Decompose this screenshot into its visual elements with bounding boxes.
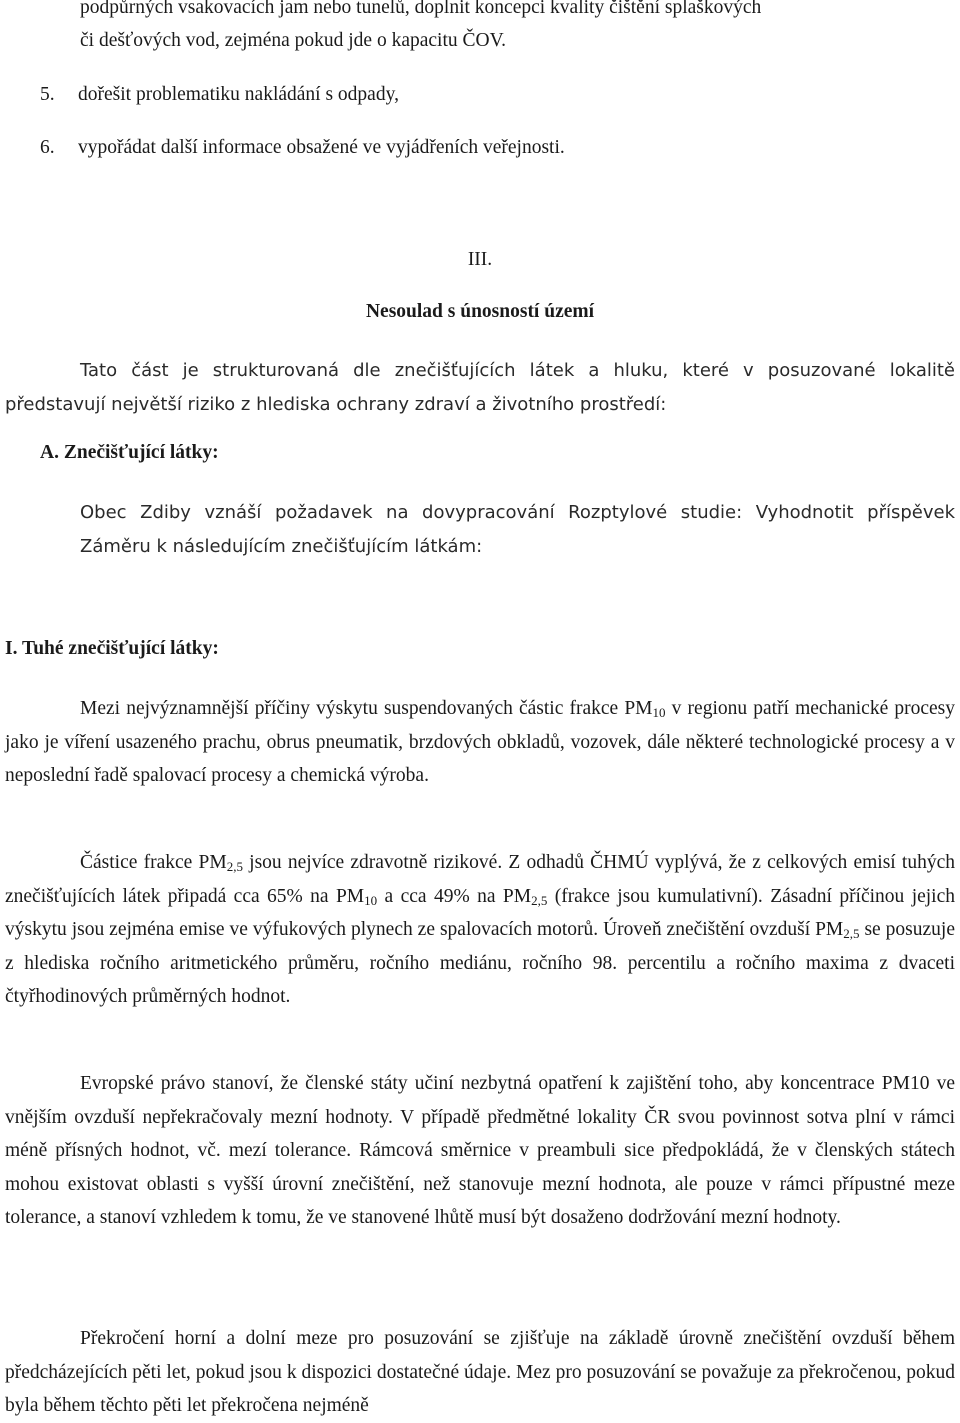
subsection-i-number: I. [5,638,18,659]
pm10-subscript: 10 [364,892,378,908]
list-item-number: 5. [40,84,55,105]
subsection-a-body: Obec Zdiby vznáší požadavek na dovypracování Rozptylové studie: Vyhodnotit příspěvek Záměru k následujícím znečišťujícím látkám: [80,502,955,557]
list-item [40,137,565,159]
section-roman-numeral: III. [467,249,493,270]
list-item-number: 6. [40,137,55,158]
intro-line-2: či dešťových vod, zejména pokud jde o kapacitu ČOV. [80,30,507,51]
list-item-text: vypořádat další informace obsažené ve vyjádřeních veřejnosti. [78,137,565,158]
pm25-subscript: 2,5 [843,926,860,941]
section-intro: Tato část je strukturovaná dle znečišťujících látek a hluku, které v posuzované lokalitě představují největší riziko z hlediska ochrany zdraví a životního prostředí: [5,360,955,415]
paragraph-2-text-b: jsou nejvíce zdravotně rizikové. Z odhadů ČHMÚ vyplývá, že z celkových emisí tuhých znečišťujících látek připadá cca 65% na PM [5,852,955,907]
paragraph-1-text-b: v regionu patří mechanické procesy jako je víření usazeného prachu, obrus pneumatik, brzdových obkladů, vozovek, dále některé technologické procesy a v neposlední řadě spalovací procesy a chemická výroba. [5,698,955,786]
paragraph-1-text-a: Mezi nejvýznamnější příčiny výskytu suspendovaných částic frakce PM [80,698,653,719]
subsection-i-title: Tuhé znečišťující látky: [22,638,219,659]
paragraph-3: Evropské právo stanoví, že členské státy učiní nezbytná opatření k zajištění toho, aby koncentrace PM10 ve vnějším ovzduší nepřekračovaly mezní hodnoty. V případě předmětné lokality ČR svou povinnost sotva plní v rámci méně přísných hodnot, vč. mezí tolerance. Rámcová směrnice v preambuli sice předpokládá, že v členských státech mohou existovat oblasti s vyšší úrovní znečištění, než stanovuje mezní hodnota, ale pouze v rámci přípustné meze tolerance, a stanoví vzhledem k tomu, že ve stanovené lhůtě musí být dosaženo dodržování mezní hodnoty. [5,1073,955,1228]
pm25-subscript: 2,5 [226,859,243,874]
section-title: Nesoulad s únosností území [365,301,595,322]
paragraph-4: Překročení horní a dolní meze pro posuzování se zjišťuje na základě úrovně znečištění ovzduší během předcházejících pěti let, pokud jsou k dispozici dostatečné údaje. Mez pro posuzování se považuje za překročenou, pokud byla během těchto pěti let překročena nejméně [5,1328,955,1416]
paragraph-1 [5,692,955,793]
subsection-a-number: A. [40,442,59,463]
paragraph-2-text-e: se posuzuje z hlediska ročního aritmetického průměru, ročního mediánu, ročního 98. percentilu a ročního maxima z dvaceti čtyřhodinových průměrných hodnot. [5,919,955,1007]
list-item-text: dořešit problematiku nakládání s odpady, [78,84,399,105]
paragraph-2 [5,846,955,1014]
paragraph-2-text-a: Částice frakce PM [80,852,227,873]
paragraph-2-text-c: a cca 49% na PM [377,885,532,907]
pm10-subscript: 10 [652,705,666,720]
pm25-subscript: 2,5 [531,892,548,908]
list-item [40,84,399,106]
intro-line-1: podpůrných vsakovacích jam nebo tunelů, doplnit koncepci kvality čištění splaškových [80,0,762,18]
subsection-a-heading [40,442,219,464]
subsection-i-heading [5,638,219,660]
paragraph-2-text-d: (frakce jsou kumulativní). Zásadní příčinou jejich výskytu jsou zejména emise ve výfukových plynech ze spalovacích motorů. Úroveň znečištění ovzduší PM [5,885,956,940]
subsection-a-title: Znečišťující látky: [63,442,219,463]
